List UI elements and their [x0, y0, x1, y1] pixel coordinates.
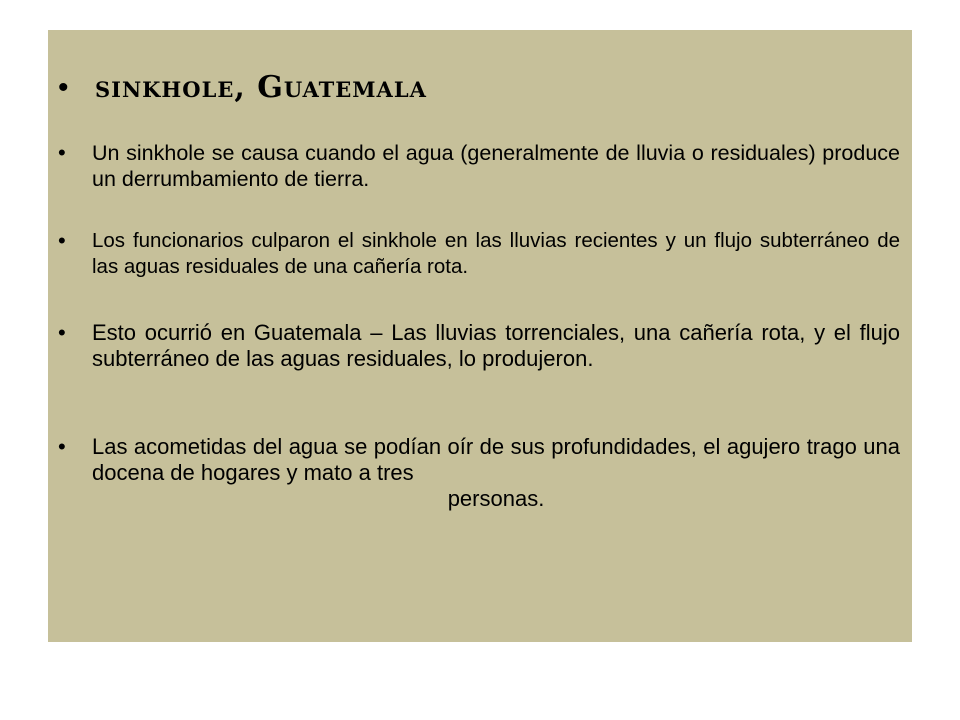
bullet-item-1: [58, 140, 900, 200]
slide-title: sinkhole, Guatemala: [95, 70, 427, 105]
bullet-text-4: [92, 434, 900, 512]
bullet-list: [58, 140, 900, 512]
bullet-text-4-main: Las acometidas del agua se podían oír de sus profundidades, el agujero trago una docena de hogares y mato a tres: [92, 434, 900, 485]
bullet-item-4: [58, 434, 900, 512]
title-row: [58, 68, 898, 108]
bullet-text-3: Esto ocurrió en Guatemala – Las lluvias torrenciales, una cañería rota, y el flujo subterráneo de las aguas residuales, lo produjeron.: [92, 320, 900, 371]
bullet-text-1: Un sinkhole se causa cuando el agua (generalmente de lluvia o residuales) produce un derrumbamiento de tierra.: [92, 141, 900, 191]
slide-background: [48, 30, 912, 642]
bullet-dot: •: [58, 140, 66, 165]
bullet-item-2: [58, 228, 900, 288]
bullet-dot: •: [58, 228, 66, 253]
bullet-dot: •: [58, 434, 66, 459]
title-bullet: •: [58, 71, 69, 104]
bullet-text-4-last-line: personas.: [447, 486, 545, 511]
bullet-dot: •: [58, 320, 66, 345]
bullet-text-2: Los funcionarios culparon el sinkhole en las lluvias recientes y un flujo subterráneo de las aguas residuales de una cañería rota.: [92, 229, 900, 278]
bullet-item-3: [58, 320, 900, 404]
